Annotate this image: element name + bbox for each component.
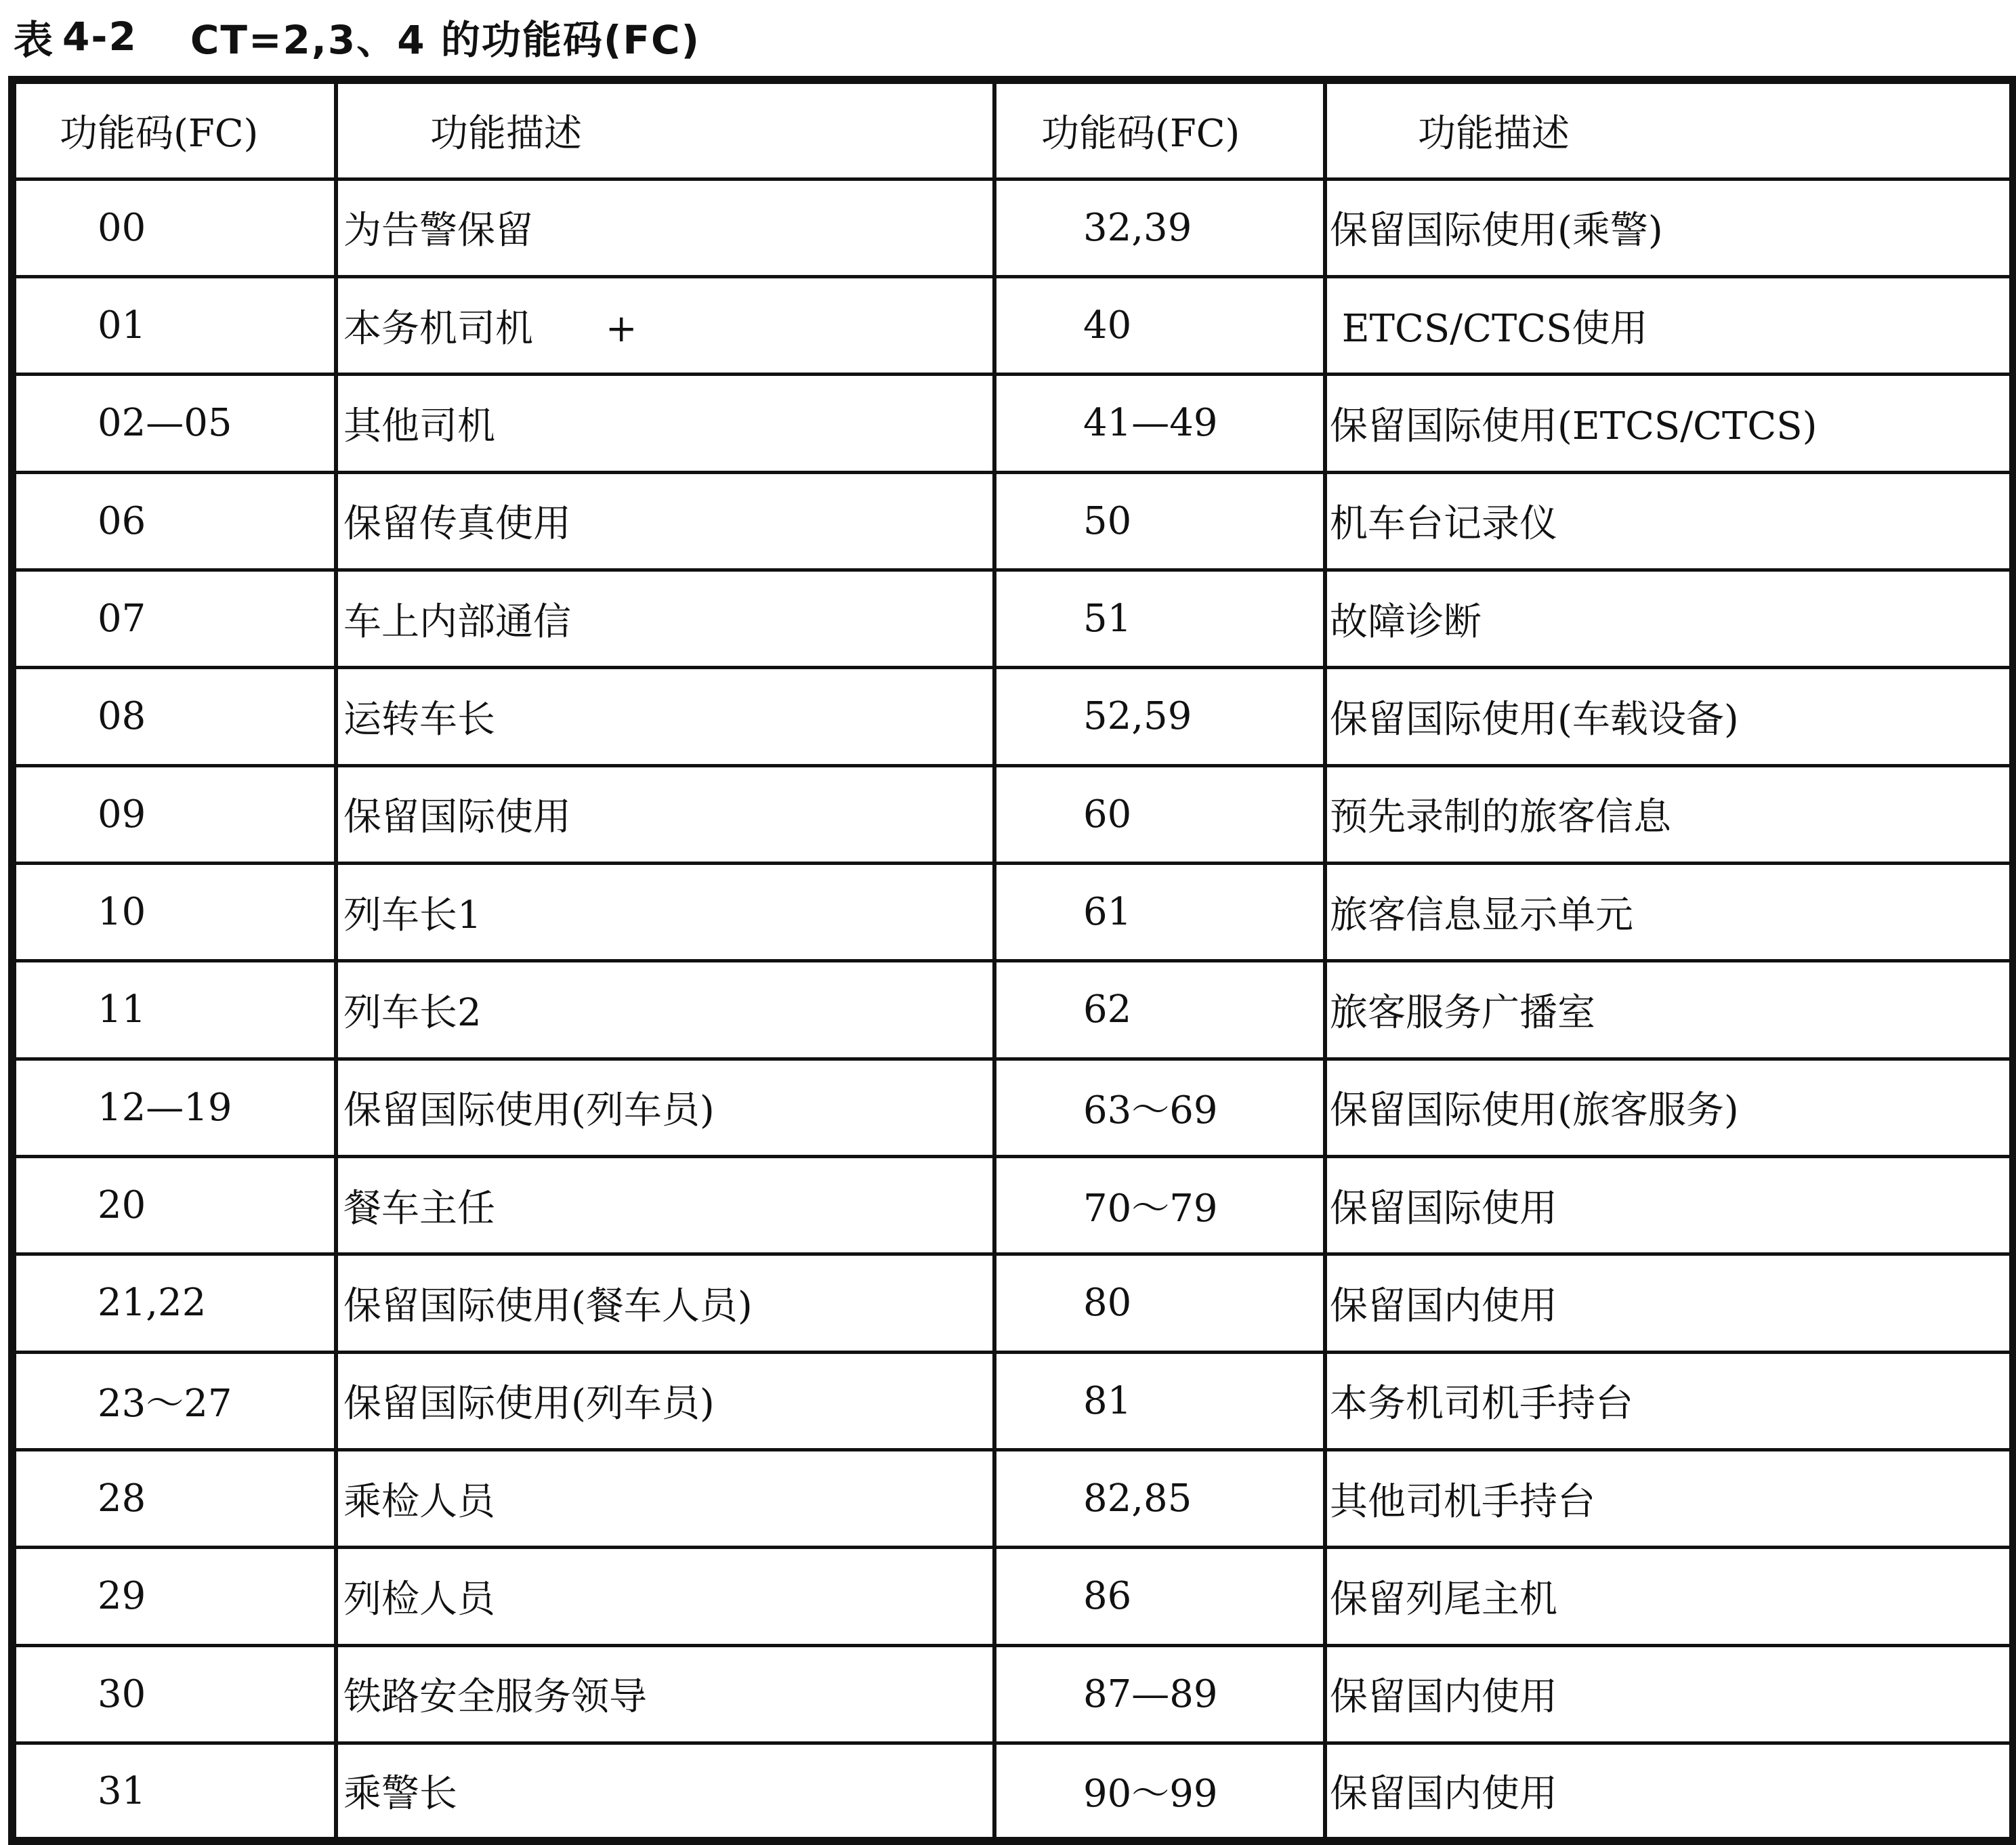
header-function-code-left: 功能码(FC) (12, 80, 336, 179)
function-code-cell: 62 (994, 961, 1325, 1059)
function-description-cell: 列车长1 (336, 863, 994, 960)
function-code-cell: 90～99 (994, 1743, 1325, 1842)
function-description-cell: 保留国际使用(车载设备) (1325, 668, 2013, 765)
function-description-cell: 餐车主任 (336, 1156, 994, 1254)
function-code-cell: 70～79 (994, 1156, 1325, 1254)
table-row (12, 375, 2013, 472)
function-description-cell: 乘检人员 (336, 1449, 994, 1547)
function-description-cell: 保留国际使用(餐车人员) (336, 1254, 994, 1352)
function-code-cell: 63～69 (994, 1059, 1325, 1156)
function-code-cell: 23～27 (12, 1352, 336, 1449)
header-function-code-right: 功能码(FC) (994, 80, 1325, 179)
table-row (12, 765, 2013, 863)
function-code-table (8, 76, 2016, 1845)
function-description-cell: 保留国际使用(列车员) (336, 1352, 994, 1449)
function-code-cell: 81 (994, 1352, 1325, 1449)
function-description-cell: 运转车长 (336, 668, 994, 765)
function-code-cell: 41—49 (994, 375, 1325, 472)
function-code-cell: 32,39 (994, 179, 1325, 276)
function-code-cell: 50 (994, 472, 1325, 570)
function-code-cell: 20 (12, 1156, 336, 1254)
table-row (12, 472, 2013, 570)
function-code-cell: 11 (12, 961, 336, 1059)
function-code-cell: 28 (12, 1449, 336, 1547)
function-description-cell: 本务机司机手持台 (1325, 1352, 2013, 1449)
table-row (12, 1254, 2013, 1352)
header-function-description-left: 功能描述 (336, 80, 994, 179)
function-description-cell: 其他司机 (336, 375, 994, 472)
function-description-cell: 铁路安全服务领导 (336, 1645, 994, 1743)
function-description-cell: ETCS/CTCS使用 (1325, 276, 2013, 374)
function-code-cell: 00 (12, 179, 336, 276)
function-code-cell: 06 (12, 472, 336, 570)
caption-label: 表 (14, 17, 55, 63)
function-description-cell: 预先录制的旅客信息 (1325, 765, 2013, 863)
table-row (12, 1743, 2013, 1842)
function-code-cell: 40 (994, 276, 1325, 374)
function-description-cell: 为告警保留 (336, 179, 994, 276)
function-description-cell: 故障诊断 (1325, 570, 2013, 667)
table-row (12, 1449, 2013, 1547)
table-caption (14, 3, 700, 70)
function-code-cell: 51 (994, 570, 1325, 667)
table-row (12, 1548, 2013, 1645)
function-code-cell: 08 (12, 668, 336, 765)
table-row (12, 1156, 2013, 1254)
function-code-cell: 61 (994, 863, 1325, 960)
function-code-cell: 60 (994, 765, 1325, 863)
function-description-cell: 保留国际使用(乘警) (1325, 179, 2013, 276)
function-description-cell: 保留国际使用 (1325, 1156, 2013, 1254)
function-description-cell: 列车长2 (336, 961, 994, 1059)
function-description-cell: 保留国内使用 (1325, 1254, 2013, 1352)
function-description-cell: 保留国内使用 (1325, 1645, 2013, 1743)
function-description-cell: 乘警长 (336, 1743, 994, 1842)
function-description-cell: 保留国内使用 (1325, 1743, 2013, 1842)
function-code-cell: 02—05 (12, 375, 336, 472)
header-function-description-right: 功能描述 (1325, 80, 2013, 179)
table-row (12, 570, 2013, 667)
function-description-cell: 保留国际使用(ETCS/CTCS) (1325, 375, 2013, 472)
function-code-cell: 07 (12, 570, 336, 667)
function-code-cell: 80 (994, 1254, 1325, 1352)
function-code-cell: 10 (12, 863, 336, 960)
function-code-cell: 12—19 (12, 1059, 336, 1156)
function-code-cell: 87—89 (994, 1645, 1325, 1743)
function-code-cell: 86 (994, 1548, 1325, 1645)
function-code-cell: 52,59 (994, 668, 1325, 765)
table-header-row (12, 80, 2013, 179)
table-body (12, 179, 2013, 1841)
function-code-cell: 82,85 (994, 1449, 1325, 1547)
table-row (12, 668, 2013, 765)
function-code-cell: 01 (12, 276, 336, 374)
function-description-cell: 保留列尾主机 (1325, 1548, 2013, 1645)
function-description-cell: 列检人员 (336, 1548, 994, 1645)
function-description-cell: 保留国际使用(旅客服务) (1325, 1059, 2013, 1156)
function-description-cell: 机车台记录仪 (1325, 472, 2013, 570)
caption-title: CT=2,3、4 的功能码(FC) (190, 17, 701, 63)
table-row (12, 1059, 2013, 1156)
table-row (12, 863, 2013, 960)
function-code-cell: 21,22 (12, 1254, 336, 1352)
table-row (12, 961, 2013, 1059)
table-row (12, 179, 2013, 276)
function-description-cell: 旅客服务广播室 (1325, 961, 2013, 1059)
table-row (12, 276, 2013, 374)
function-description-cell: 保留国际使用 (336, 765, 994, 863)
table-row (12, 1352, 2013, 1449)
caption-number: 4-2 (62, 14, 138, 60)
function-code-cell: 30 (12, 1645, 336, 1743)
function-description-cell: 车上内部通信 (336, 570, 994, 667)
function-code-cell: 29 (12, 1548, 336, 1645)
function-code-cell: 31 (12, 1743, 336, 1842)
function-code-cell: 09 (12, 765, 336, 863)
function-description-cell: 旅客信息显示单元 (1325, 863, 2013, 960)
function-description-cell: 本务机司机 + (336, 276, 994, 374)
function-description-cell: 其他司机手持台 (1325, 1449, 2013, 1547)
function-description-cell: 保留国际使用(列车员) (336, 1059, 994, 1156)
function-description-cell: 保留传真使用 (336, 472, 994, 570)
table-row (12, 1645, 2013, 1743)
